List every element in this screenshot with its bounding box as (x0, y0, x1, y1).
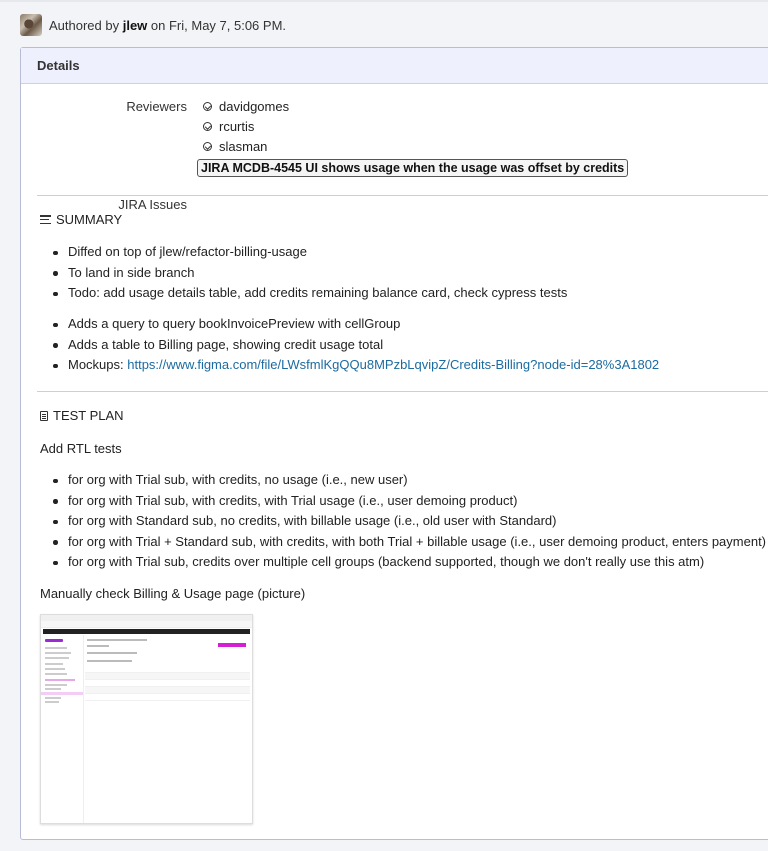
billing-page-screenshot[interactable] (40, 614, 253, 824)
thumb-row (85, 694, 250, 701)
list-item: Diffed on top of jlew/refactor-billing-usage (40, 242, 567, 263)
list-item: Adds a query to query bookInvoicePreview with cellGroup (40, 314, 659, 335)
reviewer-link[interactable]: slasman (219, 139, 268, 154)
thumb-button (218, 643, 246, 647)
manual-check-text: Manually check Billing & Usage page (picture) (40, 586, 306, 601)
author-name-link[interactable]: jlew (122, 17, 148, 33)
thumb-nav (45, 668, 65, 670)
details-panel (20, 47, 768, 840)
reviewer-item (203, 119, 254, 134)
list-item: for org with Trial sub, with credits, with Trial usage (i.e., user demoing product) (40, 491, 766, 512)
reviewer-link[interactable]: rcurtis (219, 119, 255, 134)
thumb-nav (45, 647, 67, 649)
thumb-nav (45, 679, 75, 681)
check-circle-icon (203, 102, 212, 111)
figma-link[interactable]: https://www.figma.com/file/LWsfmlKgQQu8MPzbLqvipZ/Credits-Billing?node-id=28%3A1802 (127, 357, 660, 372)
check-circle-icon (203, 142, 212, 151)
reviewer-item (203, 139, 267, 154)
thumb-text (87, 645, 109, 647)
thumb-nav (45, 684, 67, 686)
thumb-logo (45, 639, 63, 642)
thumb-row (85, 680, 250, 687)
section-divider (37, 195, 768, 196)
panel-title: Details (21, 48, 768, 84)
thumb-nav (45, 657, 69, 659)
test-plan-title: TEST PLAN (53, 408, 124, 423)
test-list (40, 470, 766, 573)
list-item: Todo: add usage details table, add credits remaining balance card, check cypress tests (40, 283, 567, 304)
test-plan-intro: Add RTL tests (40, 441, 122, 456)
list-item: for org with Trial sub, with credits, no usage (i.e., new user) (40, 470, 766, 491)
thumb-nav (45, 663, 63, 665)
author-text (49, 18, 286, 33)
author-date: on Fri, May 7, 5:06 PM. (147, 17, 287, 33)
list-item: Adds a table to Billing page, showing credit usage total (40, 335, 659, 356)
thumb-banner (43, 629, 250, 634)
reviewers-label: Reviewers (126, 99, 187, 114)
align-left-icon (40, 215, 51, 224)
thumb-text (87, 639, 147, 641)
thumb-row (85, 687, 250, 694)
thumb-sidebar (41, 635, 84, 823)
summary-title: SUMMARY (56, 212, 123, 227)
reviewer-link[interactable]: davidgomes (219, 99, 290, 114)
properties (21, 84, 768, 212)
author-line (20, 13, 286, 37)
thumb-nav (45, 652, 71, 654)
changes-list (40, 314, 659, 376)
test-plan-heading (40, 408, 124, 423)
thumb-text (87, 652, 137, 654)
mockups-label: Mockups: (68, 357, 128, 372)
list-item (40, 355, 659, 376)
summary-heading (40, 212, 122, 227)
thumb-bookmarks-bar (41, 621, 252, 628)
section-divider (37, 391, 768, 392)
avatar[interactable] (20, 14, 42, 36)
list-item: for org with Trial + Standard sub, with credits, with both Trial + billable usage (i.e., user demoing product, enters payment) (40, 532, 766, 553)
list-item: for org with Standard sub, no credits, with billable usage (i.e., old user with Standard) (40, 511, 766, 532)
thumb-text (87, 660, 132, 662)
reviewer-item (203, 99, 289, 114)
thumb-nav (45, 688, 61, 690)
thumb-nav (45, 673, 67, 675)
thumb-nav (45, 701, 59, 703)
list-item: for org with Trial sub, credits over multiple cell groups (backend supported, though we don't really use this atm) (40, 552, 766, 573)
author-prefix: Authored by (49, 17, 123, 33)
thumb-row (85, 673, 250, 680)
check-circle-icon (203, 122, 212, 131)
top-divider (0, 0, 768, 2)
list-item: To land in side branch (40, 263, 567, 284)
thumb-nav (45, 697, 61, 699)
document-icon (40, 411, 48, 421)
jira-issue-link[interactable]: JIRA MCDB-4545 UI shows usage when the usage was offset by credits (197, 159, 628, 177)
jira-issues-label: JIRA Issues (118, 197, 187, 212)
summary-list (40, 242, 567, 304)
thumb-nav-selected (41, 692, 83, 695)
thumb-row (85, 666, 250, 673)
